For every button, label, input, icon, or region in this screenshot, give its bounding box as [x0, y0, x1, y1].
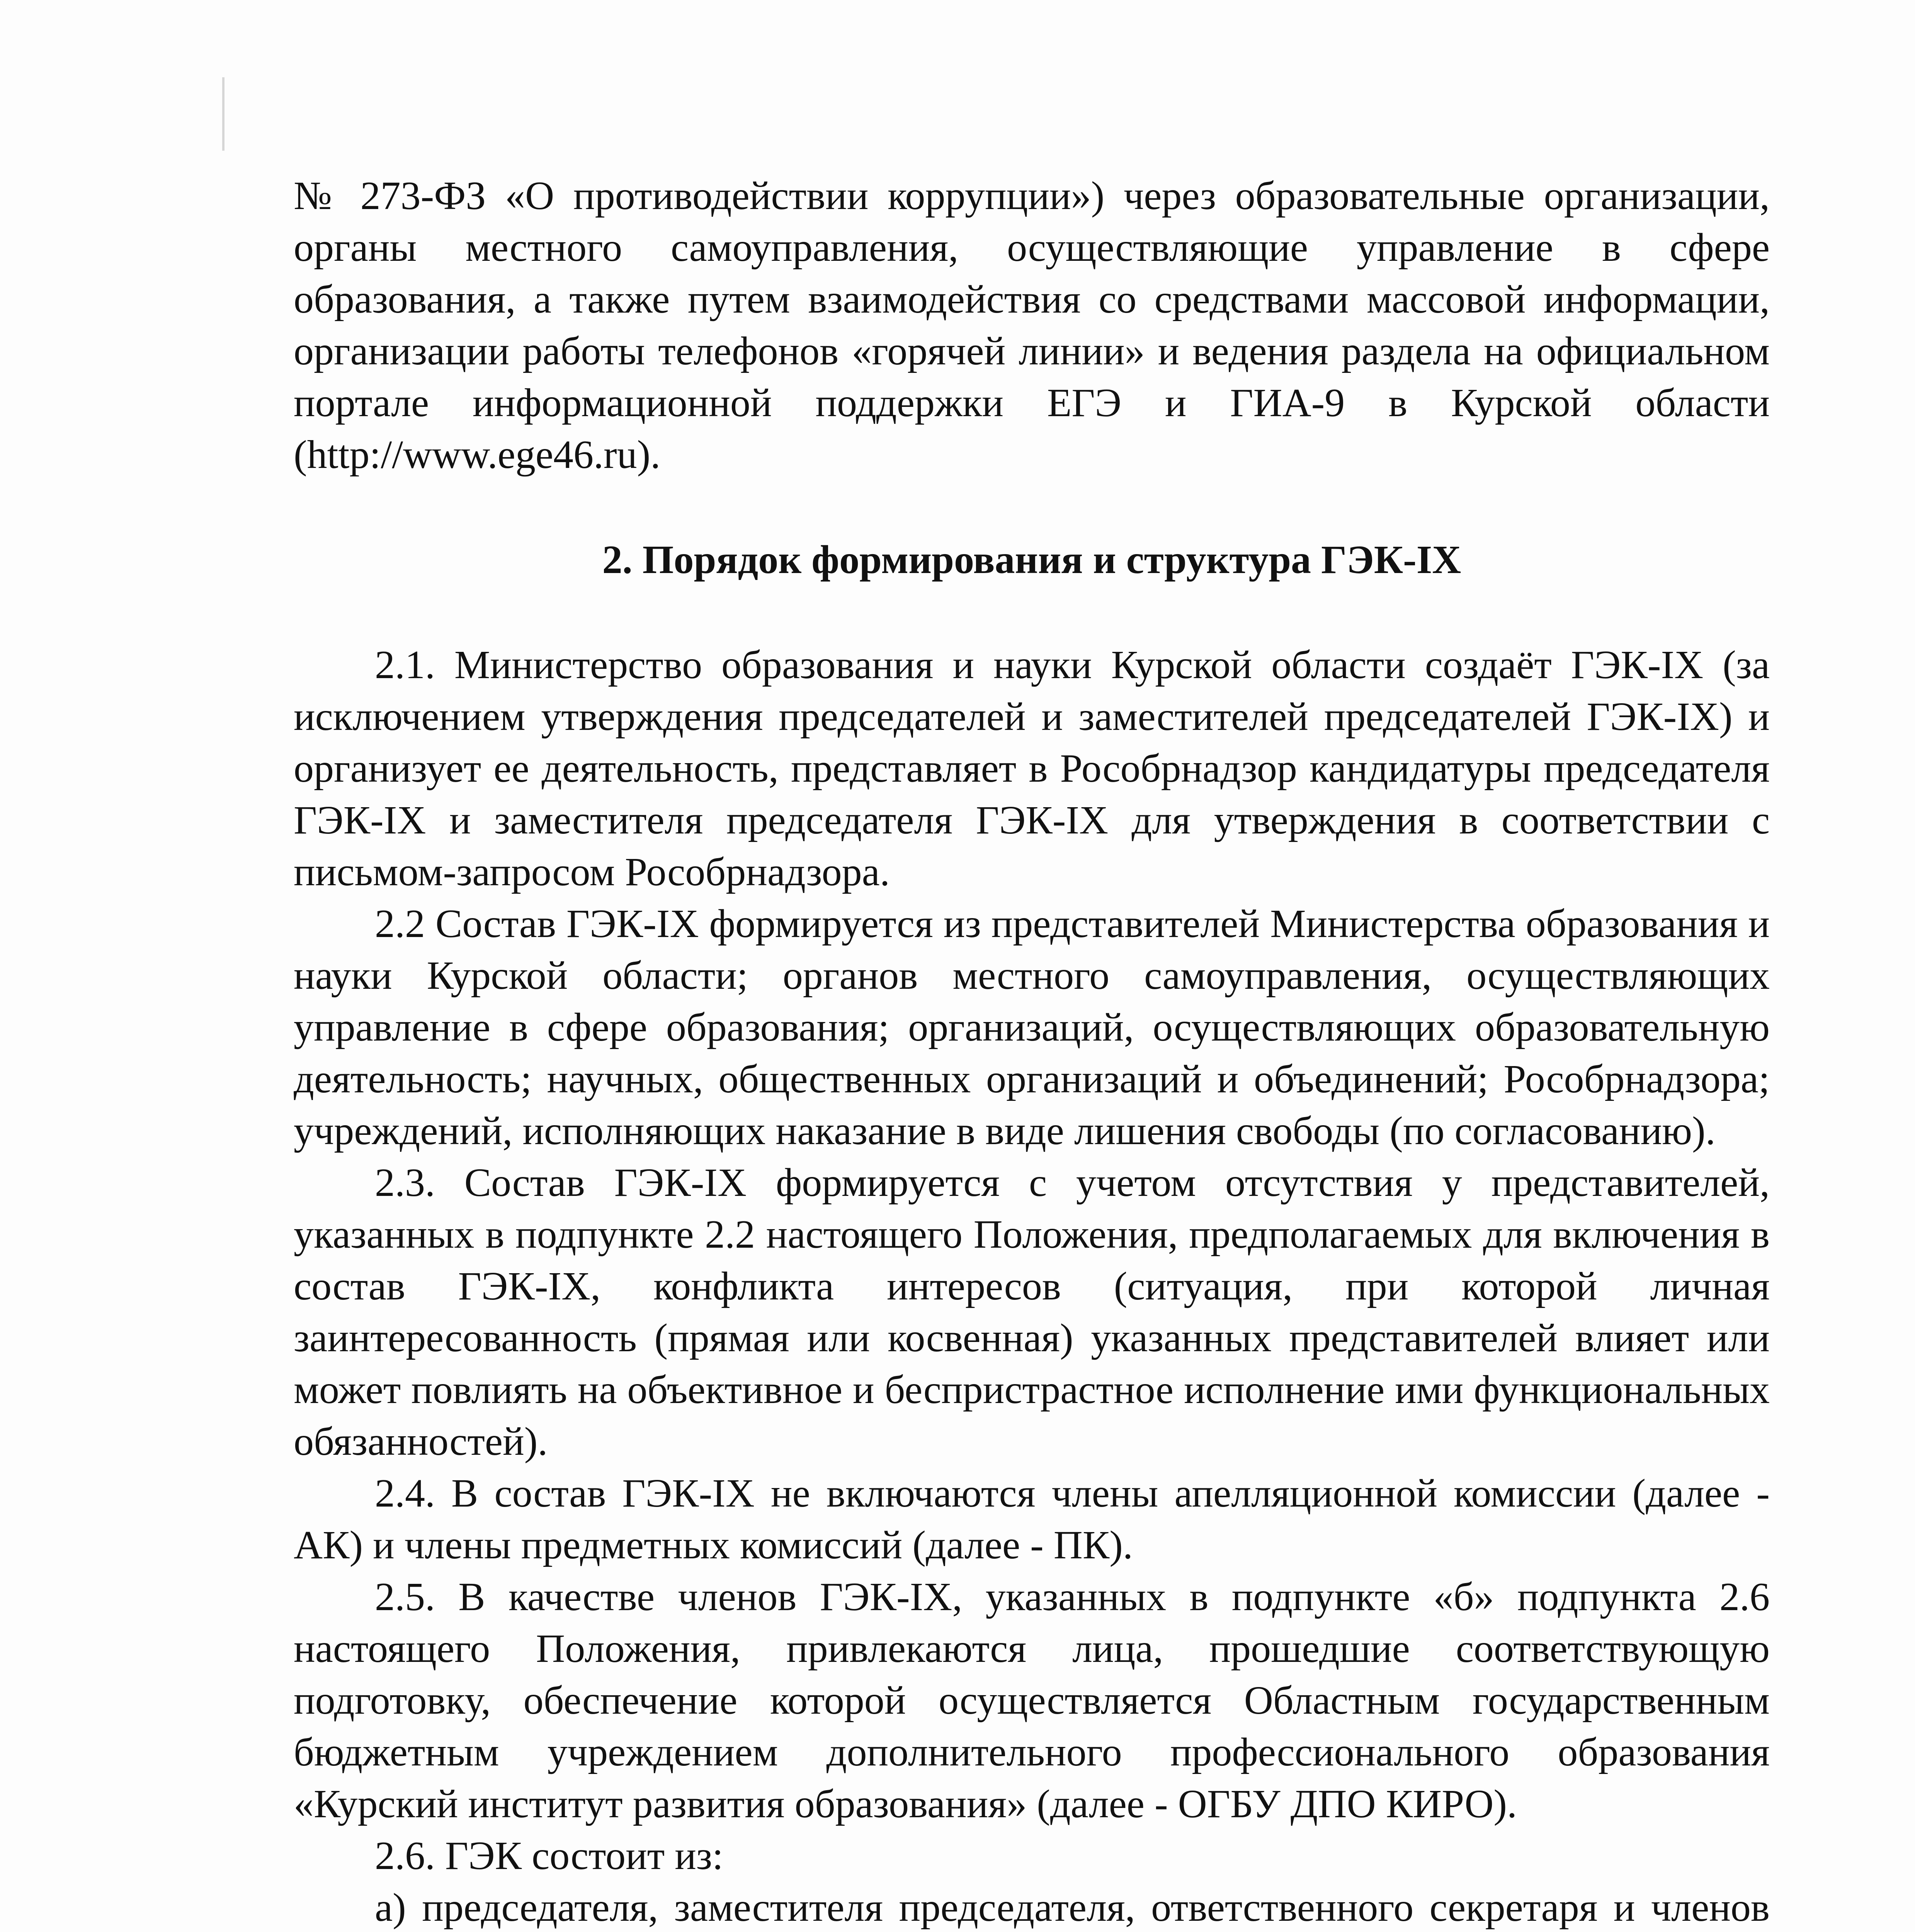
paragraph-2-5: 2.5. В качестве членов ГЭК-IX, указанных в подпункте «б» подпункта 2.6 настоящего Положения, привлекаются лица, прошедшие соответствующую подготовку, обеспечение которой осуществляется Областным государственным бюджетным учреждением дополнительного профессионального образования «Курский институт развития образования» (далее - ОГБУ ДПО КИРО).: [294, 1575, 1770, 1826]
paragraph-2-3: 2.3. Состав ГЭК-IX формируется с учетом отсутствия у представителей, указанных в подпункте 2.2 настоящего Положения, предполагаемых для включения в состав ГЭК-IX, конфликта интересов (ситуация, при которой личная заинтересованность (прямая или косвенная) указанных представителей влияет или может повлиять на объективное и беспристрастное исполнение ими функциональных обязанностей).: [294, 1160, 1770, 1464]
paragraph-2-6: 2.6. ГЭК состоит из:: [375, 1833, 723, 1878]
paragraph-2-4: 2.4. В состав ГЭК-IX не включаются члены апелляционной комиссии (далее - АК) и члены предметных комиссий (далее - ПК).: [294, 1471, 1770, 1567]
intro-paragraph: № 273-ФЗ «О противодействии коррупции») через образовательные организации, органы местного самоуправления, осуществляющие управление в сфере образования, а также путем взаимодействия со средствами массовой информации, организации работы телефонов «горячей линии» и ведения раздела на официальном портале информационной поддержки ЕГЭ и ГИА-9 в Курской области (http://www.ege46.ru).: [294, 173, 1770, 477]
document-body: [294, 170, 1770, 1932]
paragraph-2-6-a: а) председателя, заместителя председателя, ответственного секретаря и членов: [375, 1885, 1770, 1930]
paragraph-2-2: 2.2 Состав ГЭК-IX формируется из представителей Министерства образования и науки Курской области; органов местного самоуправления, осуществляющих управление в сфере образования; организаций, осуществляющих образовательную деятельность; научных, общественных организаций и объединений; Рособрнадзора; учреждений, исполняющих наказание в виде лишения свободы (по согласованию).: [294, 901, 1770, 1153]
paragraph-2-1: 2.1. Министерство образования и науки Курской области создаёт ГЭК-IX (за исключением утверждения председателей и заместителей председателей ГЭК-IX) и организует ее деятельность, представляет в Рособрнадзор кандидатуры председателя ГЭК-IX и заместителя председателя ГЭК-IX для утверждения в соответствии с письмом-запросом Рособрнадзора.: [294, 643, 1770, 894]
section-heading: 2. Порядок формирования и структура ГЭК-IX: [602, 537, 1461, 582]
scan-edge-mark: [222, 77, 224, 151]
